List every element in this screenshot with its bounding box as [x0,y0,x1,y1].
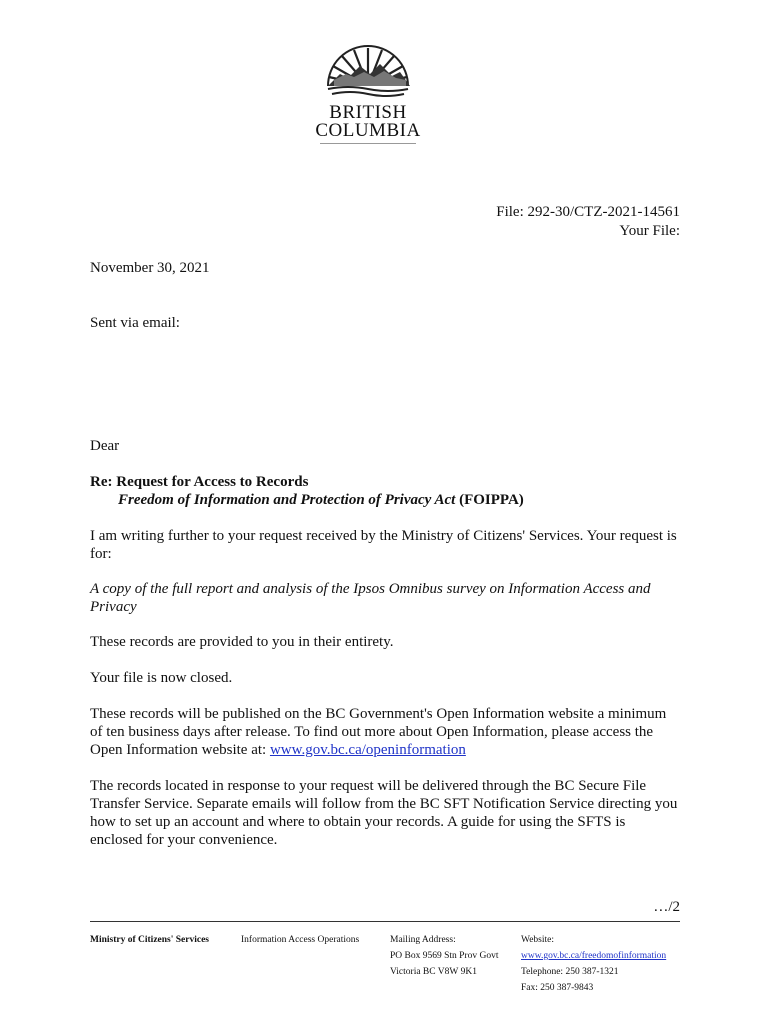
letter-date: November 30, 2021 [90,260,210,276]
mailing-address-line2: Victoria BC V8W 9K1 [390,967,477,977]
telephone-number: Telephone: 250 387-1321 [521,967,619,977]
footer-branch: Information Access Operations [241,935,360,945]
sun-mountains-icon [324,44,412,100]
freedom-of-information-link[interactable]: www.gov.bc.ca/freedomofinformation [521,951,667,961]
logo-text-columbia: COLUMBIA [315,120,421,141]
your-file-reference: Your File: [619,223,680,239]
page-continuation-marker: …/2 [653,899,680,915]
fax-number: Fax: 250 387-9843 [521,983,594,993]
act-reference [118,491,708,509]
records-delivery-paragraph: The records located in response to your request will be delivered through the BC Secure File Transfer Service. Separate emails will follow from the BC SFT Notification Service directing you how to set up an account and where to obtain your records. A guide for using the SFTS is enclosed for your convenience. [90,778,678,848]
open-information-text: These records will be published on the BC Government's Open Information website a minimum of ten business days after release. To find out more about Open Information, please access the Open Information website at: [90,706,667,758]
website-label: Website: [521,935,555,945]
open-information-link[interactable]: www.gov.bc.ca/openinformation [269,742,466,758]
logo-text-british: BRITISH [329,102,407,123]
file-reference: File: 292-30/CTZ-2021-14561 [496,204,680,220]
logo-underline [320,143,416,144]
footer-contact [521,932,666,996]
open-information-paragraph [90,705,680,759]
act-title: Freedom of Information and Protection of Privacy Act [118,492,456,508]
bc-government-logo [312,44,424,144]
act-abbreviation: (FOIPPA) [455,492,524,508]
sent-via-line: Sent via email: [90,315,180,331]
mailing-address-label: Mailing Address: [390,935,456,945]
salutation: Dear [90,438,120,454]
records-provided-paragraph: These records are provided to you in their entirety. [90,634,394,650]
footer-ministry: Ministry of Citizens' Services [90,935,209,945]
subject-line: Re: Request for Access to Records [90,474,309,490]
footer-divider [90,921,680,922]
intro-paragraph: I am writing further to your request received by the Ministry of Citizens' Services. Your request is for: [90,528,677,562]
file-closed-paragraph: Your file is now closed. [90,670,233,686]
mailing-address-line1: PO Box 9569 Stn Prov Govt [390,951,499,961]
request-description: A copy of the full report and analysis of the Ipsos Omnibus survey on Information Access and Privacy [90,581,651,615]
footer-mailing-address [390,932,498,980]
